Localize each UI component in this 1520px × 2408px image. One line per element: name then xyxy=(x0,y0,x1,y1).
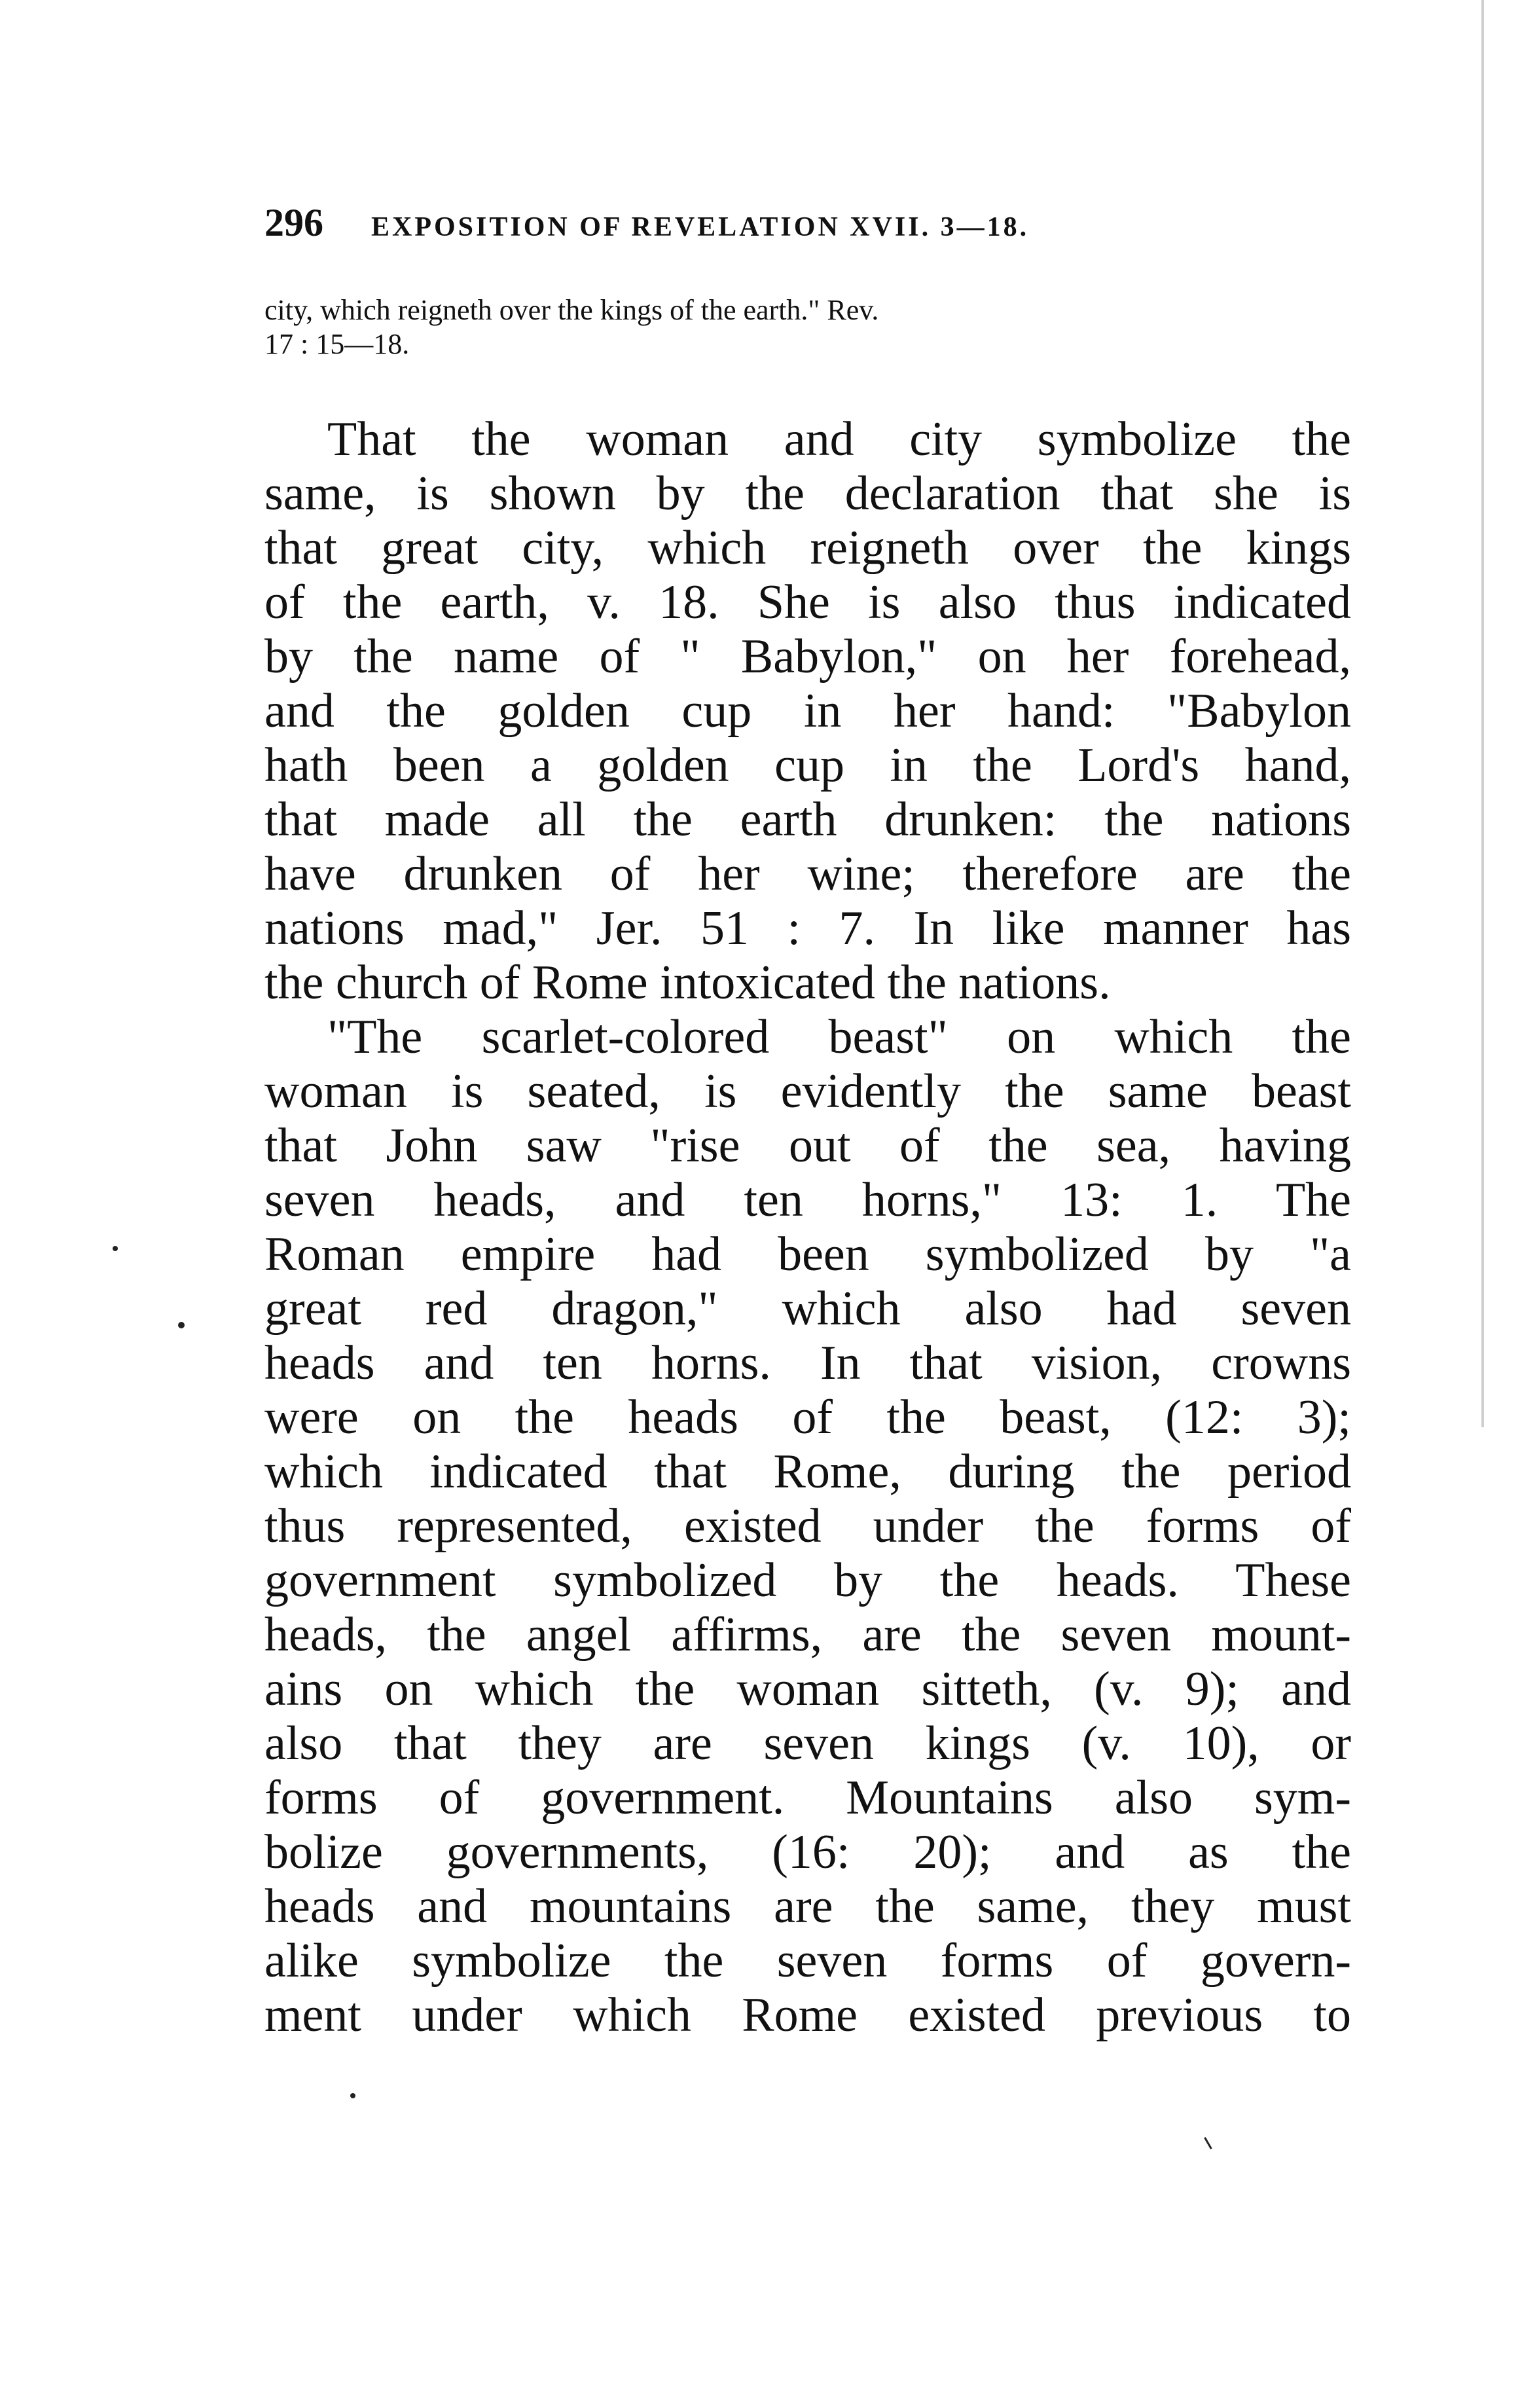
text-line: woman is seated, is evidently the same beast xyxy=(264,1065,1351,1118)
body-text xyxy=(264,412,1351,2043)
text-line: which indicated that Rome, during the period xyxy=(264,1445,1351,1499)
text-line: "The scarlet-colored beast" on which the xyxy=(327,1010,1351,1064)
text-line: same, is shown by the declaration that she is xyxy=(264,467,1351,520)
print-speck xyxy=(113,1246,118,1251)
text-line: forms of government. Mountains also sym- xyxy=(264,1771,1351,1825)
text-line: Roman empire had been symbolized by "a xyxy=(264,1228,1351,1281)
text-line: also that they are seven kings (v. 10), or xyxy=(264,1717,1351,1770)
text-line: thus represented, existed under the forms of xyxy=(264,1499,1351,1553)
quote-line: city, which reigneth over the kings of the earth." Rev. xyxy=(264,294,879,326)
text-line: government symbolized by the heads. These xyxy=(264,1554,1351,1607)
text-line: That the woman and city symbolize the xyxy=(327,412,1351,466)
running-head: EXPOSITION OF REVELATION XVII. 3—18. xyxy=(371,212,1030,242)
text-line: ains on which the woman sitteth, (v. 9); and xyxy=(264,1662,1351,1716)
print-speck xyxy=(350,2093,355,2098)
print-speck xyxy=(178,1322,185,1328)
print-mark xyxy=(1204,2132,1220,2149)
paragraph-1 xyxy=(264,412,1351,1010)
text-line: bolize governments, (16: 20); and as the xyxy=(264,1825,1351,1879)
text-line: great red dragon," which also had seven xyxy=(264,1282,1351,1336)
text-line: that John saw "rise out of the sea, having xyxy=(264,1119,1351,1173)
text-line: ment under which Rome existed previous to xyxy=(264,1988,1351,2042)
text-line: were on the heads of the beast, (12: 3); xyxy=(264,1391,1351,1444)
text-line: seven heads, and ten horns," 13: 1. The xyxy=(264,1173,1351,1227)
text-line: of the earth, v. 18. She is also thus indicated xyxy=(264,575,1351,629)
paragraph-2 xyxy=(264,1010,1351,2043)
text-line: heads, the angel affirms, are the seven mount- xyxy=(264,1608,1351,1662)
text-line: that made all the earth drunken: the nations xyxy=(264,793,1351,847)
text-line: the church of Rome intoxicated the nations. xyxy=(264,956,1111,1010)
text-line: nations mad," Jer. 51 : 7. In like manner has xyxy=(264,902,1351,955)
text-line: hath been a golden cup in the Lord's hand, xyxy=(264,739,1351,792)
page-header xyxy=(264,196,1331,249)
text-line: alike symbolize the seven forms of govern- xyxy=(264,1934,1351,1988)
page-number: 296 xyxy=(264,201,323,244)
text-line: have drunken of her wine; therefore are the xyxy=(264,847,1351,901)
text-line: and the golden cup in her hand: "Babylon xyxy=(264,684,1351,738)
quote-reference: 17 : 15—18. xyxy=(264,328,410,360)
continued-quote xyxy=(264,293,1325,361)
text-line: heads and mountains are the same, they must xyxy=(264,1880,1351,1933)
text-line: heads and ten horns. In that vision, crowns xyxy=(264,1336,1351,1390)
text-line: by the name of " Babylon," on her forehead, xyxy=(264,630,1351,684)
text-line: that great city, which reigneth over the kings xyxy=(264,521,1351,575)
page-edge-line xyxy=(1481,0,1484,1427)
